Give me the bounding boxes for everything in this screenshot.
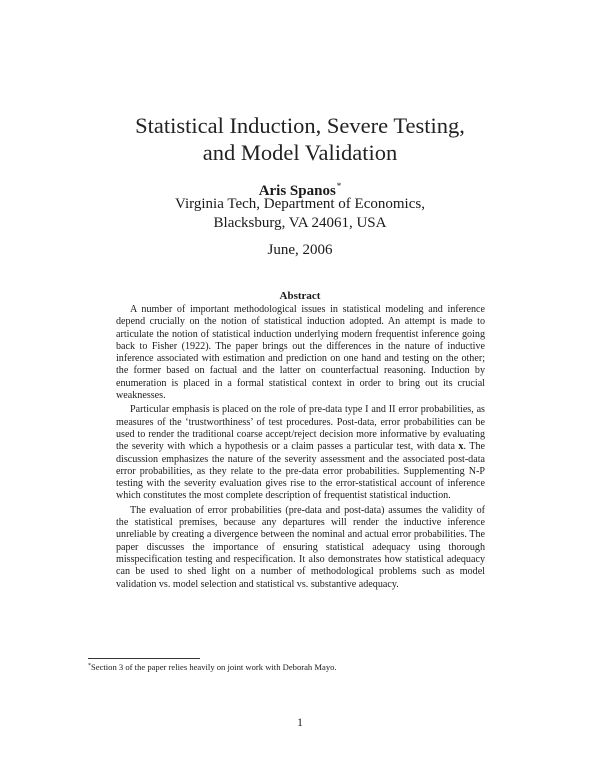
paper-date: June, 2006: [267, 242, 333, 258]
abstract-body: [116, 304, 485, 593]
abstract-paragraph-1: A number of important methodological issues in statistical modeling and inference depend crucially on the notion of statistical induction adopted. An attempt is made to articulate the notion of statistical induction underlying modern frequentist inference going back to Fisher (1922). The paper brings out the differences in the nature of inductive inference associated with estimation and prediction on one hand and testing on the other; the former based on factual and the latter on counterfactual reasoning. Induction by enumeration is placed in a formal statistical context in order to bring out its crucial weaknesses.: [116, 304, 485, 402]
title-line-2: and Model Validation: [202, 140, 398, 165]
affiliation-line-2: Blacksburg, VA 24061, USA: [213, 215, 387, 231]
footnote-rule: [88, 658, 200, 659]
affiliation: [0, 195, 600, 233]
abstract-p2-text-a: Particular emphasis is placed on the role of pre-data type I and II error probabilities, as measures of the ‘trustworthiness’ of test procedures. Post-data, error probabilities can be used to render the traditional coarse accept/reject decision more informative by evaluating the severity with which a hypothesis or a claim passes a particular test, with data: [116, 404, 485, 453]
footnote-text: Section 3 of the paper relies heavily on joint work with Deborah Mayo.: [91, 662, 337, 672]
abstract-heading: Abstract: [279, 290, 321, 302]
affiliation-line-1: Virginia Tech, Department of Economics,: [175, 196, 425, 212]
abstract-p2-text-b: . The discussion emphasizes the nature of the severity assessment and the associated post-data error probabilities, as they relate to the pre-data error probabilities. Supplementing N-P testing with the severity evaluation gives rise to the error-statistical account of inference which constitutes the most complete description of frequentist statistical induction.: [116, 441, 485, 502]
abstract-paragraph-3: The evaluation of error probabilities (pre-data and post-data) assumes the validity of the statistical premises, because any departures will render the inductive inference unreliable by creating a divergence between the nominal and actual error probabilities. The paper discusses the importance of ensuring statistical adequacy using thorough misspecification testing and respecification. It also demonstrates how statistical adequacy can be used to shed light on a number of methodological problems such as model validation vs. model selection and statistical vs. substantive adequacy.: [116, 504, 485, 590]
footnote-mark: *: [88, 663, 91, 669]
author-name: Aris Spanos: [258, 183, 336, 199]
data-symbol-x: x: [458, 441, 464, 453]
paper-title: [0, 112, 600, 166]
footnote: [88, 661, 528, 673]
abstract-paragraph-2: [116, 404, 485, 502]
title-line-1: Statistical Induction, Severe Testing,: [135, 113, 465, 138]
author-footnote-mark: *: [336, 181, 342, 191]
page-number: 1: [297, 717, 303, 729]
